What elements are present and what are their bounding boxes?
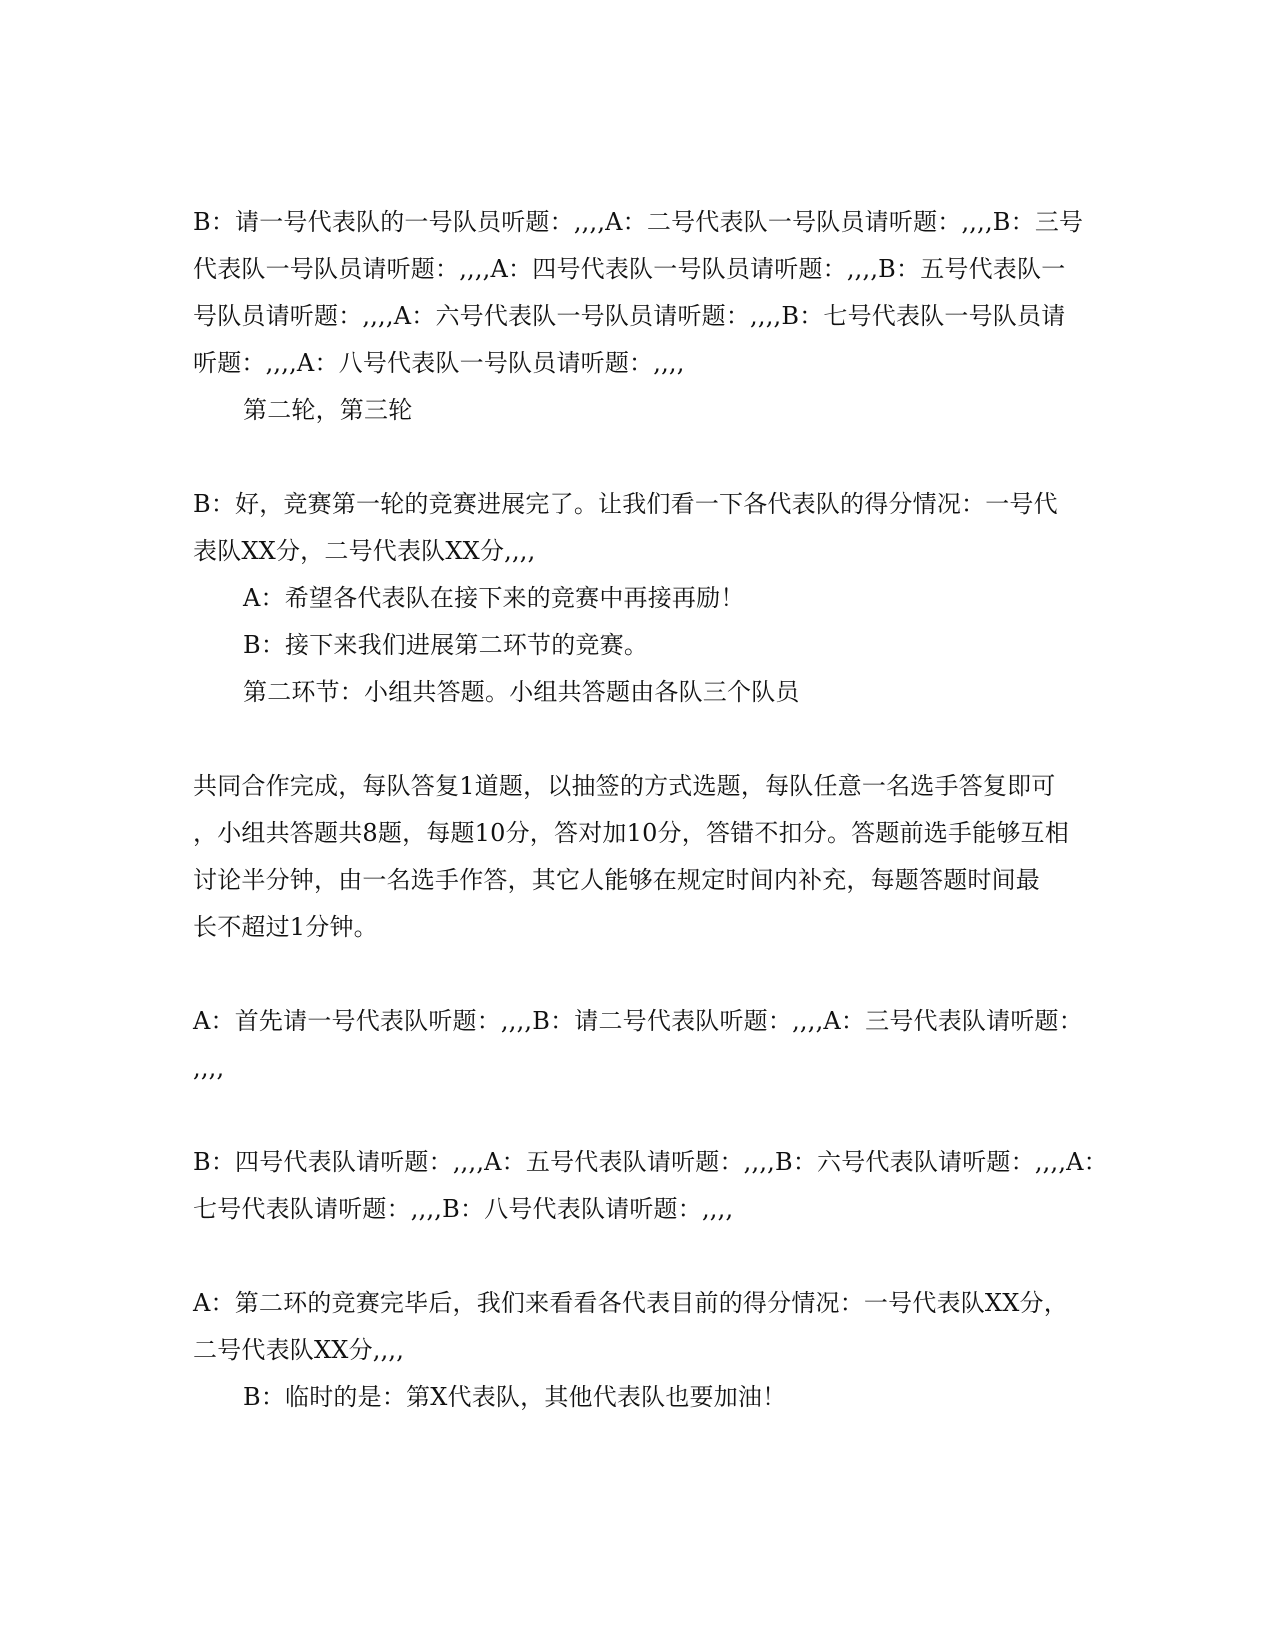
text-line: B：好，竞赛第一轮的竞赛进展完了。让我们看一下各代表队的得分情况：一号代 (193, 490, 1058, 518)
text-line: A：第二环的竞赛完毕后，我们来看看各代表目前的得分情况：一号代表队XX分， (193, 1289, 1068, 1317)
text-line: A：希望各代表队在接下来的竞赛中再接再励！ (243, 584, 745, 612)
text-line: 号队员请听题：,,,,A：六号代表队一号队员请听题：,,,,B：七号代表队一号队员请 (193, 302, 1066, 330)
text-line: 表队XX分，二号代表队XX分,,,, (193, 537, 536, 565)
text-line: A：首先请一号代表队听题：,,,,B：请二号代表队听题：,,,,A：三号代表队请听题： (193, 1007, 1083, 1035)
text-line: 代表队一号队员请听题：,,,,A：四号代表队一号队员请听题：,,,,B：五号代表队一 (193, 255, 1066, 283)
text-line: B：四号代表队请听题：,,,,A：五号代表队请听题：,,,,B：六号代表队请听题：,,,,A： (193, 1148, 1108, 1176)
text-line: B：临时的是：第X代表队，其他代表队也要加油！ (243, 1383, 787, 1411)
text-line: 听题：,,,,A：八号代表队一号队员请听题：,,,, (193, 349, 685, 377)
text-line: ,,,, (193, 1054, 225, 1082)
text-line: 第二环节：小组共答题。小组共答题由各队三个队员 (243, 678, 800, 706)
text-line: 共同合作完成，每队答复1道题，以抽签的方式选题，每队任意一名选手答复即可 (193, 772, 1056, 800)
text-line: B：请一号代表队的一号队员听题：,,,,A：二号代表队一号队员请听题：,,,,B：三号 (193, 208, 1084, 236)
text-line: 讨论半分钟，由一名选手作答，其它人能够在规定时间内补充，每题答题时间最 (193, 866, 1040, 894)
text-line: 二号代表队XX分,,,, (193, 1336, 405, 1364)
text-line: 长不超过1分钟。 (193, 913, 378, 941)
text-line: B：接下来我们进展第二环节的竞赛。 (243, 631, 649, 659)
text-line: 七号代表队请听题：,,,,B：八号代表队请听题：,,,, (193, 1195, 734, 1223)
section-heading: 第二轮，第三轮 (243, 396, 413, 424)
text-line: ，小组共答题共8题，每题10分，答对加10分，答错不扣分。答题前选手能够互相 (193, 819, 1069, 847)
